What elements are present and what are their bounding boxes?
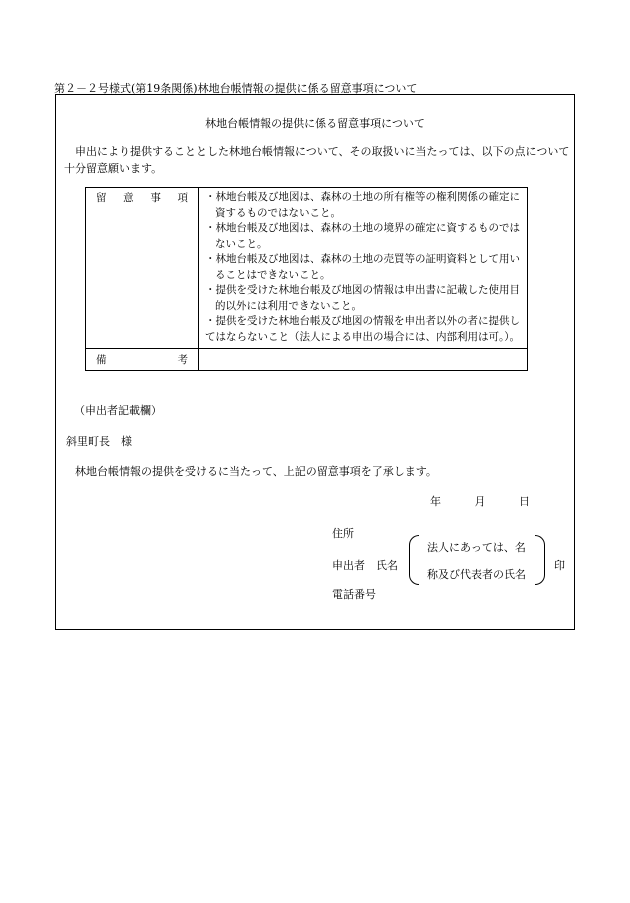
remarks-label-char: 考 [177,354,188,366]
intro-paragraph: 申出により提供することとした林地台帳情報について、その取扱いに当たっては、以下の点について十分留意願います。 [64,145,570,175]
notes-content-cell [199,188,528,349]
notes-row [86,188,528,349]
corporate-note-line: 称及び代表者の氏名 [427,568,526,581]
notes-item: ・林地台帳及び地図は、森林の土地の所有権等の権利関係の確定に資するものではないこと。 [205,191,520,219]
phone-label: 電話番号 [332,588,376,601]
document-title: 林地台帳情報の提供に係る留意事項について [205,117,425,130]
date-line [430,493,530,509]
left-paren-bracket [409,535,419,585]
right-paren-bracket [535,535,545,585]
remarks-label-char: 備 [96,354,107,366]
applicant-section-label: （申出者記載欄） [74,404,162,417]
addressee: 斜里町長 様 [66,435,132,448]
corporate-note-line: 法人にあっては、名 [427,541,526,554]
acknowledgement-text: 林地台帳情報の提供を受けるに当たって、上記の留意事項を了承します。 [75,465,437,478]
address-label: 住所 [332,527,354,540]
notes-item: ・林地台帳及び地図は、森林の土地の境界の確定に資するものではないこと。 [205,222,520,250]
notes-table [85,187,528,371]
corporate-note [409,535,545,585]
notes-label-char: 意 [123,192,134,204]
form-frame [55,94,575,630]
seal-mark: 印 [554,559,565,572]
form-heading: 第２－２号様式(第19条関係)林地台帳情報の提供に係る留意事項について [54,82,418,95]
date-day: 日 [519,495,530,508]
notes-item: ・林地台帳及び地図は、森林の土地の売買等の証明資料として用いることはできないこと。 [205,253,520,281]
remarks-value-cell [199,349,528,371]
notes-label-char: 事 [150,192,161,204]
notes-label-char: 留 [96,192,107,204]
notes-label-cell [86,188,199,349]
applicant-name-label: 申出者 氏名 [332,559,398,572]
date-year: 年 [430,495,441,508]
date-month: 月 [474,495,486,508]
notes-label-char: 項 [177,192,188,204]
notes-item: ・提供を受けた林地台帳及び地図の情報は申出書に記載した使用目的以外には利用できないこと。 [205,284,520,312]
remarks-row [86,349,528,371]
notes-item: ・提供を受けた林地台帳及び地図の情報を申出者以外の者に提供してはならないこと（法人による申出の場合には、内部利用は可。）。 [205,315,520,343]
remarks-label-cell [86,349,199,371]
